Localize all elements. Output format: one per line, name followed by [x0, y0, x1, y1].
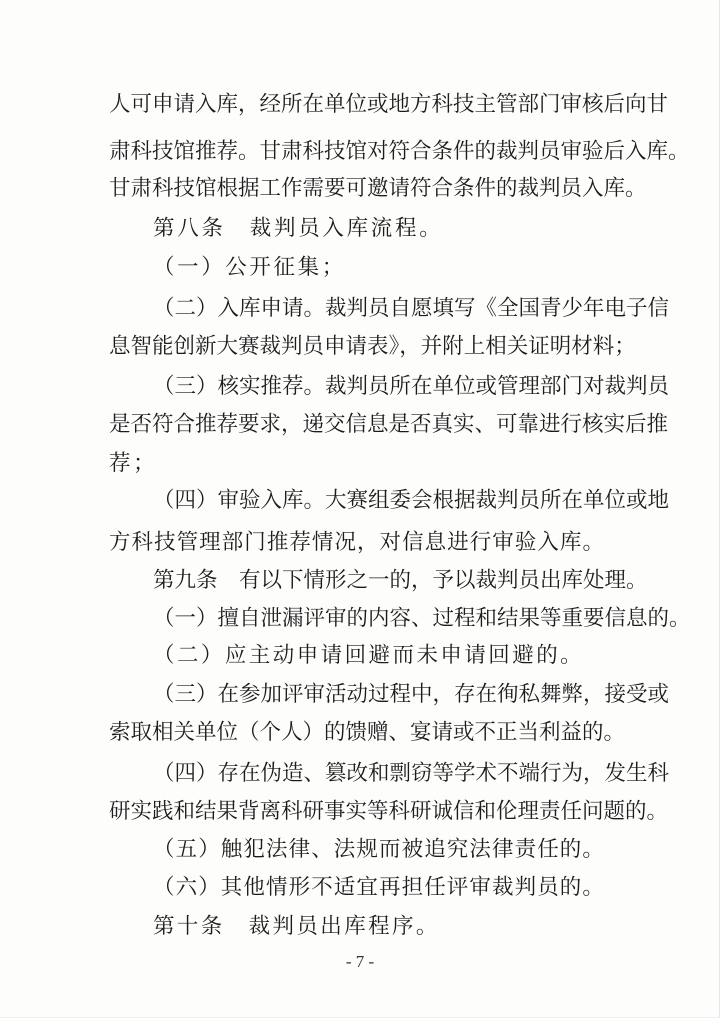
text-line: 人可申请入库，经所在单位或地方科技主管部门审核后向甘: [109, 92, 669, 117]
article-heading: 第九条 有以下情形之一的，予以裁判员出库处理。: [153, 568, 648, 593]
text-line: （四）存在伪造、篡改和剽窃等学术不端行为，发生科: [153, 761, 670, 786]
article-heading: 第十条 裁判员出库程序。: [153, 914, 440, 939]
text-line: （一）公开征集；: [153, 255, 346, 280]
text-line: （六）其他情形不适宜再担任评审裁判员的。: [153, 875, 606, 900]
text-line: （三）核实推荐。裁判员所在单位或管理部门对裁判员: [153, 374, 670, 399]
text-line: （二）应主动申请回避而未申请回避的。: [153, 643, 585, 668]
text-line: 甘肃科技馆根据工作需要可邀请符合条件的裁判员入库。: [109, 176, 647, 201]
text-line: （二）入库申请。裁判员自愿填写《全国青少年电子信: [153, 296, 670, 321]
text-line: 肃科技馆推荐。甘肃科技馆对符合条件的裁判员审验后入库。: [109, 139, 690, 164]
text-line: 方科技管理部门推荐情况，对信息进行审验入库。: [109, 530, 606, 555]
text-line: 息智能创新大赛裁判员申请表》，并附上相关证明材料；: [109, 334, 636, 359]
text-line: 研实践和结果背离科研事实等科研诚信和伦理责任问题的。: [109, 799, 669, 824]
text-line: 荐；: [109, 451, 158, 476]
page-number: - 7 -: [345, 952, 375, 971]
text-line: 是否符合推荐要求，递交信息是否真实、可靠进行核实后推: [109, 412, 669, 437]
text-line: 索取相关单位（个人）的馈赠、宴请或不正当利益的。: [109, 720, 626, 745]
text-line: （三）在参加评审活动过程中，存在徇私舞弊，接受或: [153, 682, 670, 707]
text-line: （一）擅自泄漏评审的内容、过程和结果等重要信息的。: [153, 606, 691, 631]
text-line: （四）审验入库。大赛组委会根据裁判员所在单位或地: [153, 488, 670, 513]
text-line: （五）触犯法律、法规而被追究法律责任的。: [153, 837, 606, 862]
article-heading: 第八条 裁判员入库流程。: [153, 216, 444, 241]
